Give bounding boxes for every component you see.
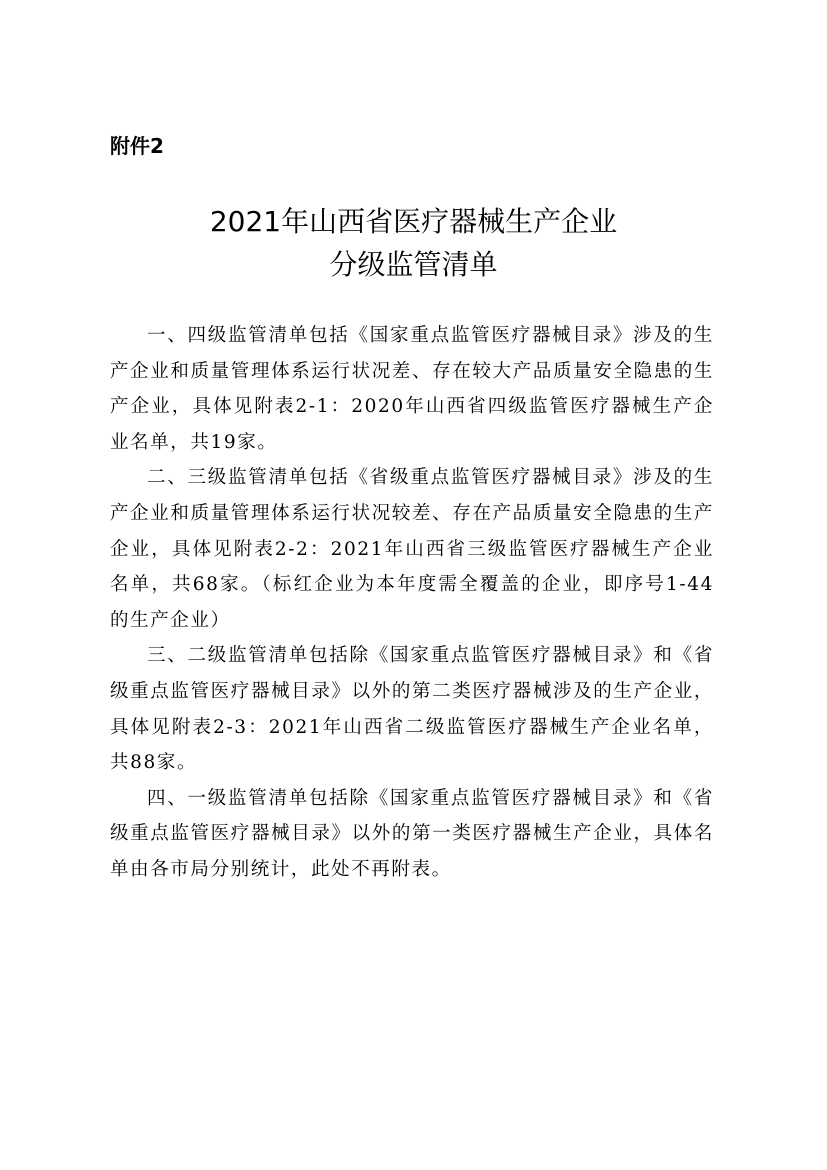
attachment-label: 附件2 — [110, 134, 164, 158]
paragraph-level-2: 三、二级监管清单包括除《国家重点监管医疗器械目录》和《省级重点监管医疗器械目录》以外的第二类医疗器械涉及的生产企业，具体见附表2-3：2021年山西省二级监管医疗器械生产企业名单，共88家。 — [110, 645, 714, 774]
paragraph-level-3: 二、三级监管清单包括《省级重点监管医疗器械目录》涉及的生产企业和质量管理体系运行状况较差、存在产品质量安全隐患的生产企业，具体见附表2-2：2021年山西省三级监管医疗器械生产企业名单，共68家。（标红企业为本年度需全覆盖的企业，即序号1-44的生产企业） — [110, 467, 714, 631]
paragraph-level-1: 四、一级监管清单包括除《国家重点监管医疗器械目录》和《省级重点监管医疗器械目录》以外的第一类医疗器械生产企业，具体名单由各市局分别统计，此处不再附表。 — [110, 787, 714, 880]
document-title-line-2: 分级监管清单 — [329, 248, 498, 281]
document-body — [110, 318, 714, 888]
paragraph-level-4: 一、四级监管清单包括《国家重点监管医疗器械目录》涉及的生产企业和质量管理体系运行状况差、存在较大产品质量安全隐患的生产企业，具体见附表2-1：2020年山西省四级监管医疗器械生产企业名单，共19家。 — [110, 325, 714, 453]
document-title-line-1: 2021年山西省医疗器械生产企业 — [209, 205, 618, 238]
